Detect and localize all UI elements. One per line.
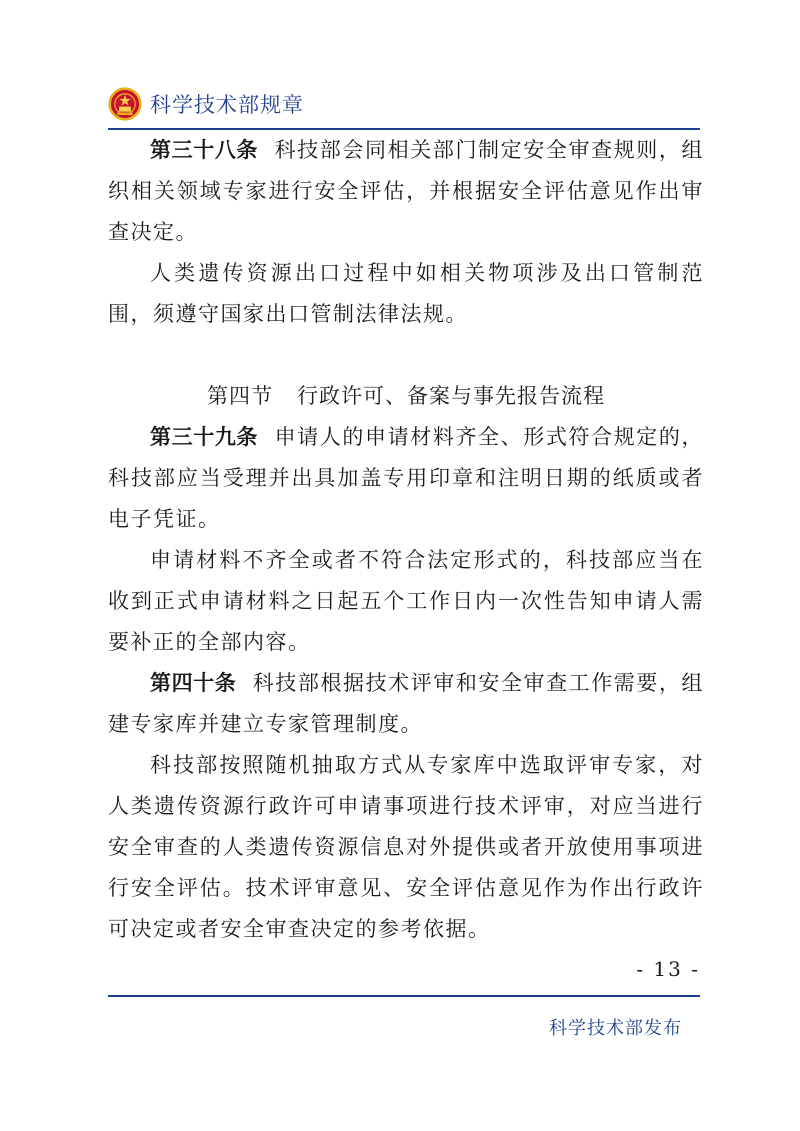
paragraph-text: 申请材料不齐全或者不符合法定形式的，科技部应当在收到正式申请材料之日起五个工作日内一次性告知申请人需要补正的全部内容。 xyxy=(108,548,704,654)
footer-publisher: 科学技术部发布 xyxy=(549,1018,682,1039)
national-emblem-icon xyxy=(108,87,142,121)
paragraph-text: 人类遗传资源出口过程中如相关物项涉及出口管制范围，须遵守国家出口管制法律法规。 xyxy=(108,261,704,326)
article-number: 第三十九条 xyxy=(150,425,259,449)
paragraph xyxy=(108,253,704,335)
paragraph-text: 科技部按照随机抽取方式从专家库中选取评审专家，对人类遗传资源行政许可申请事项进行技术评审，对应当进行安全审查的人类遗传资源信息对外提供或者开放使用事项进行安全评估。技术评审意见、安全评估意见作为作出行政许可决定或者安全审查决定的参考依据。 xyxy=(108,753,704,941)
page-header xyxy=(108,84,304,124)
section-heading xyxy=(108,376,704,417)
footer-rule xyxy=(108,995,700,997)
paragraph-text: 申请人的申请材料齐全、形式符合规定的，科技部应当受理并出具加盖专用印章和注明日期的纸质或者电子凭证。 xyxy=(108,425,704,531)
article-number: 第三十八条 xyxy=(150,138,259,162)
paragraph xyxy=(108,417,704,540)
section-title: 行政许可、备案与事先报告流程 xyxy=(297,384,605,408)
paragraph xyxy=(108,663,704,745)
page-number: - 13 - xyxy=(636,957,700,981)
paragraph-text: 科技部会同相关部门制定安全审查规则，组织相关领域专家进行安全评估，并根据安全评估意见作出审查决定。 xyxy=(108,138,704,244)
article-number: 第四十条 xyxy=(150,671,237,695)
section-number: 第四节 xyxy=(207,384,273,408)
document-body xyxy=(108,130,704,950)
header-title: 科学技术部规章 xyxy=(150,93,304,117)
paragraph-text: 科技部根据技术评审和安全审查工作需要，组建专家库并建立专家管理制度。 xyxy=(108,671,704,736)
paragraph xyxy=(108,745,704,950)
paragraph xyxy=(108,540,704,663)
paragraph xyxy=(108,130,704,253)
